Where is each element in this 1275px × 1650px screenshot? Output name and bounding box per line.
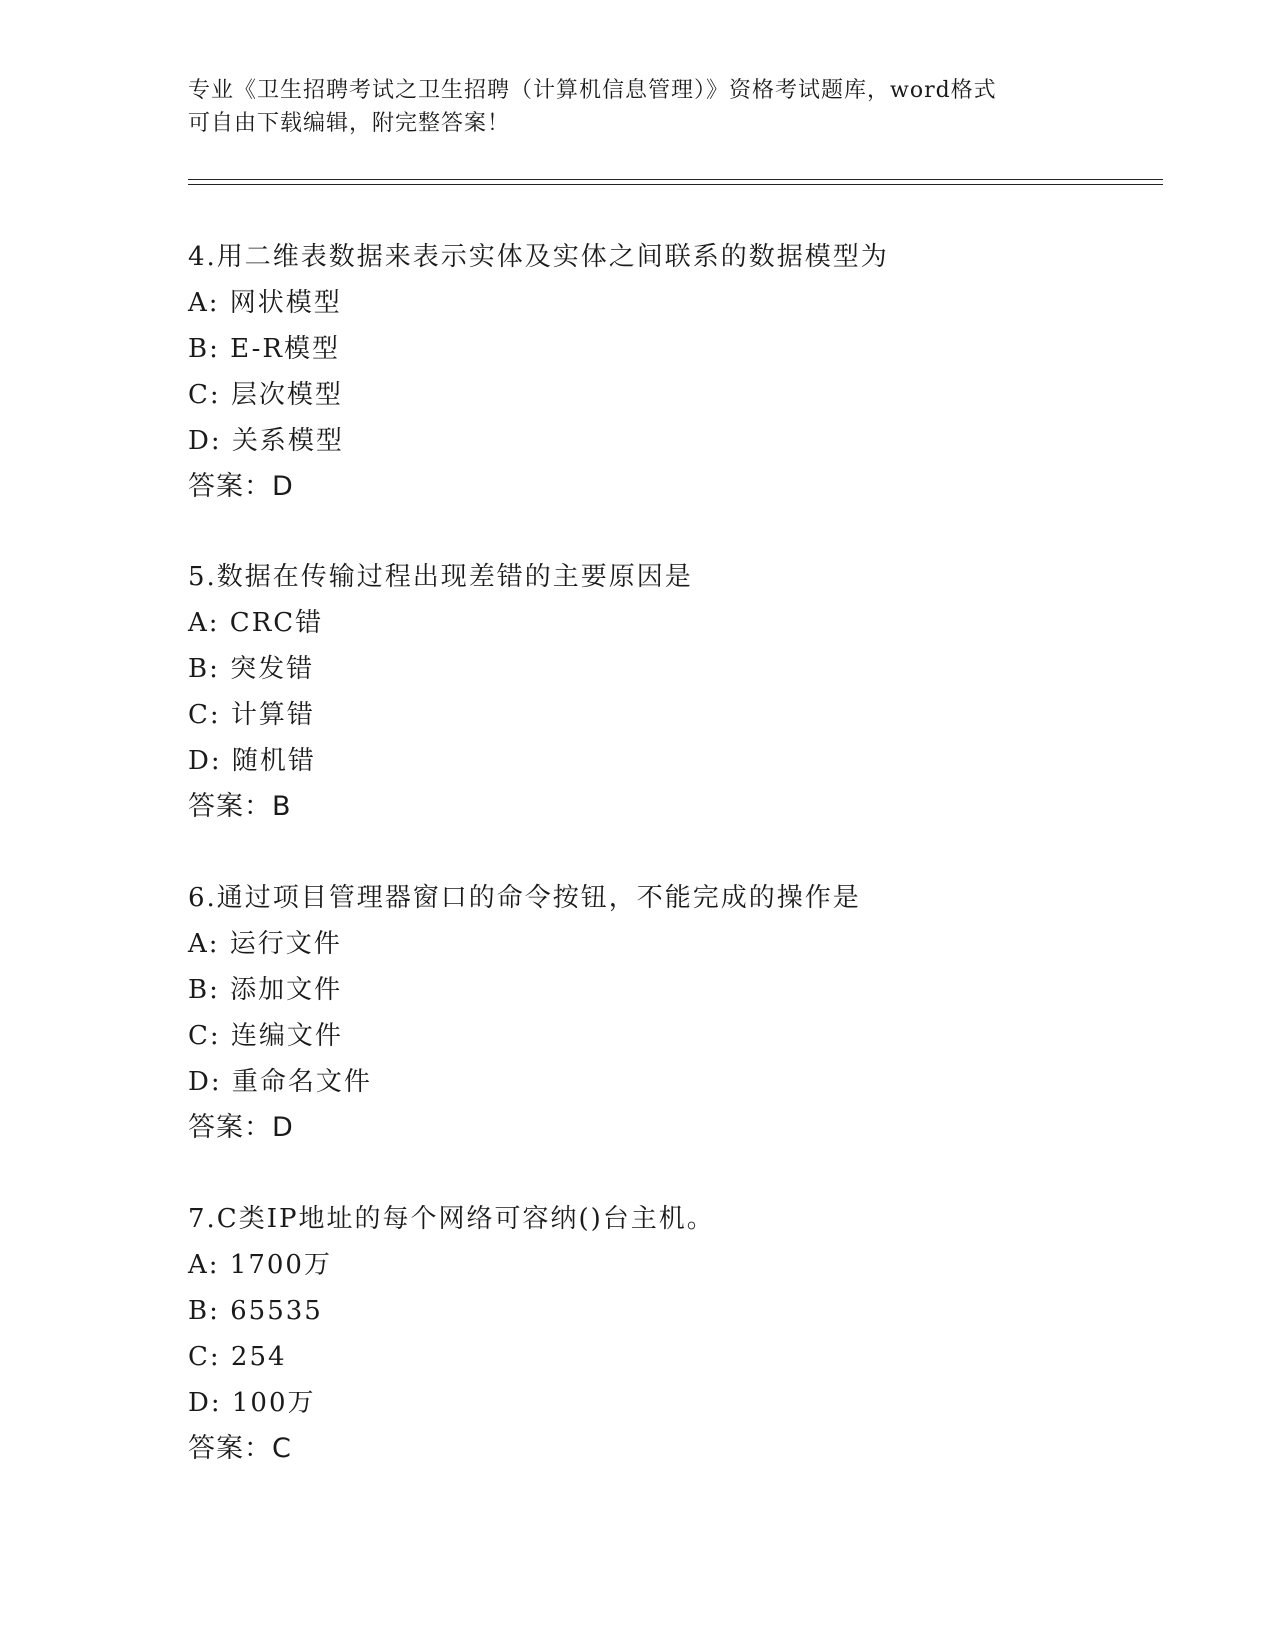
option-b: B: 突发错 [188,654,315,684]
option-a: A: 1700万 [188,1250,332,1280]
answer-label: 答案：D [188,1112,294,1143]
option-c: C: 计算错 [188,700,315,730]
question-6 [188,882,1188,1158]
option-a: A: 运行文件 [188,929,342,959]
option-d: D: 随机错 [188,746,316,776]
header-line-1: 专业《卫生招聘考试之卫生招聘（计算机信息管理）》资格考试题库，word格式 [188,78,997,103]
option-c: C: 254 [188,1342,287,1372]
question-4 [188,241,1188,517]
answer-label: 答案：B [188,791,292,822]
header-divider-bottom [188,184,1163,185]
option-c: C: 连编文件 [188,1021,343,1051]
option-b: B: 添加文件 [188,975,343,1005]
header-divider-top [188,179,1163,180]
option-d: D: 重命名文件 [188,1067,372,1097]
option-c: C: 层次模型 [188,380,343,410]
option-b: B: E-R模型 [188,334,340,364]
question-7 [188,1203,1188,1479]
option-a: A: 网状模型 [188,288,342,318]
question-title: 5.数据在传输过程出现差错的主要原因是 [188,562,693,592]
question-title: 4.用二维表数据来表示实体及实体之间联系的数据模型为 [188,242,889,272]
answer-label: 答案：D [188,471,294,502]
header-line-2: 可自由下载编辑，附完整答案！ [188,111,511,136]
option-d: D: 关系模型 [188,426,344,456]
question-title: 6.通过项目管理器窗口的命令按钮，不能完成的操作是 [188,883,861,913]
document-header [188,74,1088,140]
question-5 [188,561,1188,837]
answer-label: 答案：C [188,1433,292,1464]
option-a: A: CRC错 [188,608,324,638]
option-d: D: 100万 [188,1388,316,1418]
option-b: B: 65535 [188,1296,323,1326]
question-title: 7.C类IP地址的每个网络可容纳()台主机。 [188,1204,715,1234]
